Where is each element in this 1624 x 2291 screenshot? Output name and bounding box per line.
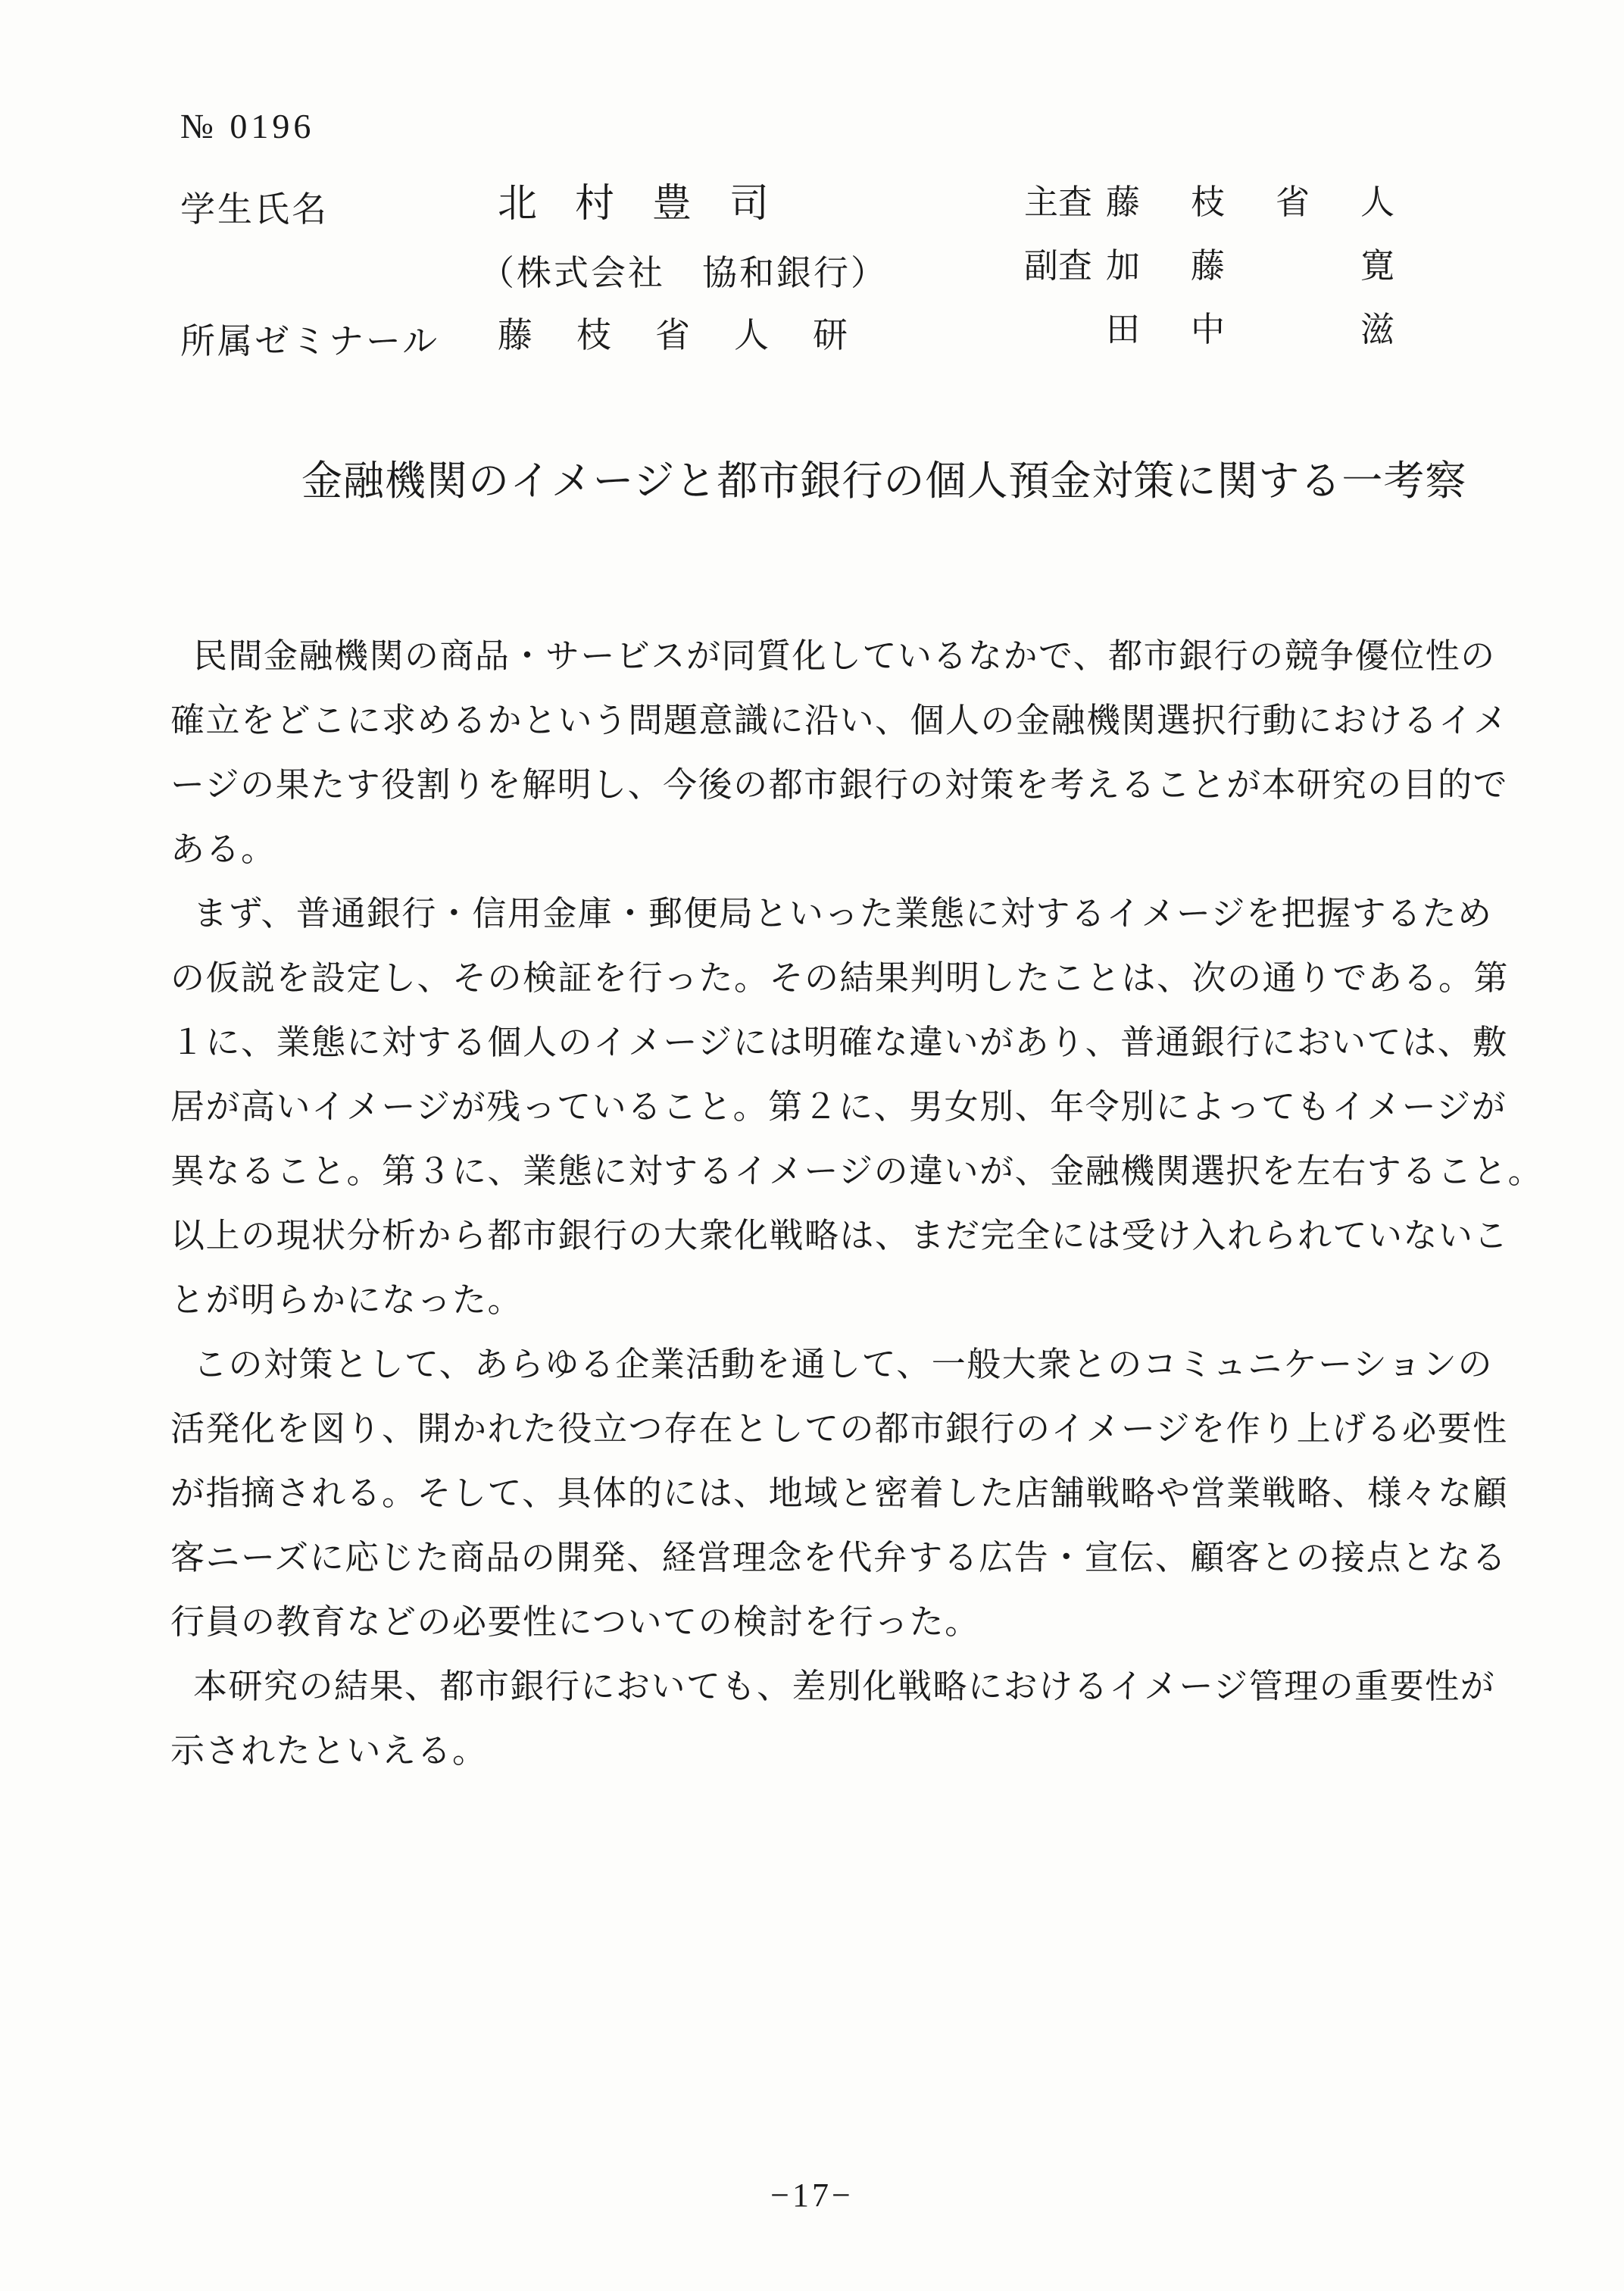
student-name-label: 学生氏名 [180, 190, 329, 229]
body-line: の仮説を設定し、その検証を行った。その結果判明したことは、次の通りである。第 [170, 959, 1510, 997]
body-line: ある。 [170, 830, 276, 868]
body-line: とが明らかになった。 [170, 1281, 523, 1319]
examiners-block [1024, 174, 1445, 365]
student-affiliation: （株式会社 協和銀行） [479, 254, 888, 292]
examiner-name-char: 加 [1106, 247, 1141, 285]
body-line: まず、普通銀行・信用金庫・郵便局といった業態に対するイメージを把握するため [193, 895, 1493, 933]
body-line: ージの果たす役割りを解明し、今後の都市銀行の対策を考えることが本研究の目的で [170, 766, 1509, 804]
examiner-name-char: 藤 [1191, 247, 1226, 285]
student-name: 北村豊司 [498, 183, 807, 226]
body-line: 以上の現状分析から都市銀行の大衆化戦略は、まだ完全には受け入れられていないこ [170, 1217, 1510, 1255]
seminar-name: 藤枝省人研 [498, 316, 892, 355]
body-line: 示されたといえる。 [170, 1732, 488, 1770]
body-line: 活発化を図り、開かれた役立つ存在としての都市銀行のイメージを作り上げる必要性 [170, 1410, 1508, 1448]
body-line: 確立をどこに求めるかという問題意識に沿い、個人の金融機関選択行動におけるイメ [170, 702, 1509, 739]
body-line: 行員の教育などの必要性についての検討を行った。 [170, 1603, 980, 1641]
examiner-name-char: 滋 [1360, 311, 1395, 348]
examiner-name-char: 中 [1191, 311, 1226, 348]
examiner-name-char: 藤 [1106, 183, 1141, 221]
examiner-name-char: 田 [1106, 311, 1141, 348]
body-line: 民間金融機関の商品・サービスが同質化しているなかで、都市銀行の競争優位性の [193, 637, 1496, 675]
document-number: № 0196 [180, 107, 315, 145]
deputy-examiner-label: 副査 [1024, 247, 1093, 285]
body-line: この対策として、あらゆる企業活動を通して、一般大衆とのコミュニケーションの [193, 1346, 1494, 1383]
chief-examiner-row [1024, 174, 1445, 238]
seminar-label: 所属ゼミナール [180, 322, 440, 361]
body-line: 異なること。第３に、業態に対するイメージの違いが、金融機関選択を左右すること。 [170, 1152, 1544, 1190]
deputy-examiner-row-2 [1024, 302, 1445, 365]
body-line: が指摘される。そして、具体的には、地域と密着した店舗戦略や営業戦略、様々な顧 [170, 1474, 1509, 1512]
examiner-name-char: 枝 [1191, 183, 1226, 221]
examiner-name-char: 寛 [1360, 247, 1395, 285]
examiner-name-char: 省 [1276, 183, 1310, 221]
body-line: 本研究の結果、都市銀行においても、差別化戦略におけるイメージ管理の重要性が [193, 1667, 1496, 1705]
thesis-title: 金融機関のイメージと都市銀行の個人預金対策に関する一考察 [301, 458, 1467, 504]
body-line: １に、業態に対する個人のイメージには明確な違いがあり、普通銀行においては、敷 [170, 1024, 1508, 1061]
deputy-examiner-row-1 [1024, 238, 1445, 302]
body-line: 客ニーズに応じた商品の開発、経営理念を代弁する広告・宣伝、顧客との接点となる [170, 1539, 1507, 1577]
examiner-name-char: 人 [1360, 183, 1395, 221]
page-number: −17− [770, 2177, 854, 2214]
abstract-body [170, 624, 1544, 1783]
chief-examiner-label: 主査 [1024, 183, 1093, 221]
body-line: 居が高いイメージが残っていること。第２に、男女別、年令別によってもイメージが [170, 1088, 1507, 1126]
